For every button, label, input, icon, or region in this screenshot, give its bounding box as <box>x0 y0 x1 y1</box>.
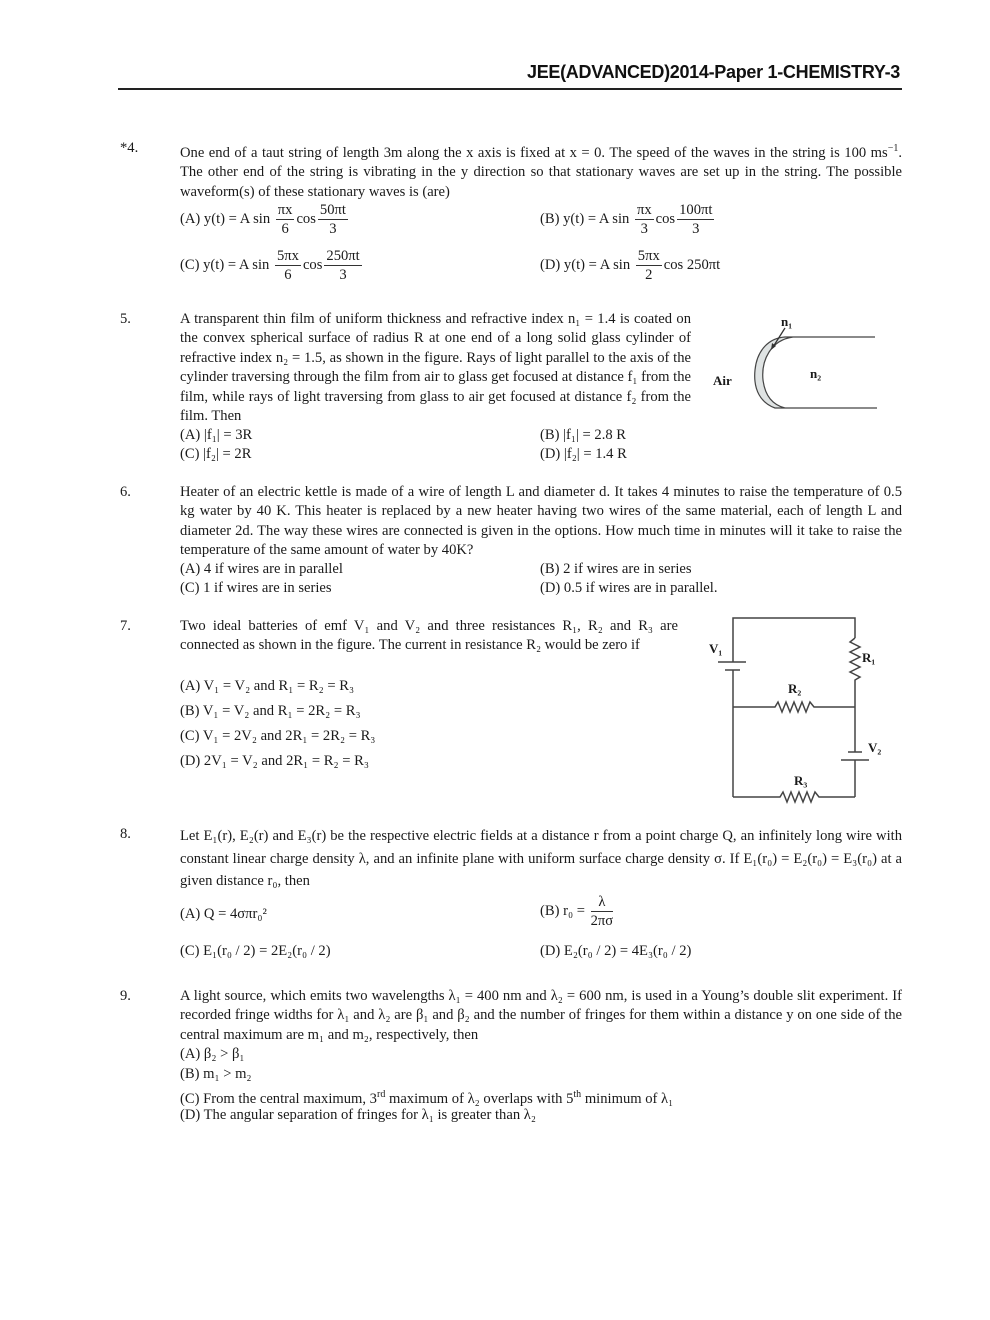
option-c: (C) 1 if wires are in series <box>180 580 332 596</box>
option-a: (A) β₂ > β₁ <box>180 1046 245 1062</box>
option-b: (B) |f₁| = 2.8 R <box>540 427 627 443</box>
question-8 <box>118 825 902 965</box>
option-c: (C) E₁(r₀ / 2) = 2E₂(r₀ / 2) <box>180 943 331 959</box>
option-d: (D) |f₂| = 1.4 R <box>540 446 627 462</box>
question-4 <box>118 139 902 299</box>
question-text: A light source, which emits two wavelengths λ₁ = 400 nm and λ₂ = 600 nm, is used in a Young’s double slit experiment. If recorded fringe widths for λ₁ and λ₂ are β₁ and β₂ and the number of fringes for them within a distance y on one side of the central maximum are m₁ and m₂, respectively, then <box>180 988 902 1043</box>
air-label: Air <box>713 373 732 388</box>
option-b: (B) y(t) = A sin $\frac{\pi x}{3}$ cos $\frac{100\pi t}{3}$ <box>540 202 713 237</box>
option-d: (D) The angular separation of fringes for λ₁ is greater than λ₂ <box>180 1107 536 1123</box>
option-d: (D) 2V₁ = V₂ and 2R₁ = R₂ = R₃ <box>180 753 369 769</box>
n2-label: n₂ <box>810 366 822 381</box>
page-title: JEE(ADVANCED)2014-Paper 1-CHEMISTRY-3 <box>526 62 900 82</box>
option-d: (D) E₂(r₀ / 2) = 4E₃(r₀ / 2) <box>540 943 692 959</box>
question-number: 5. <box>120 311 131 327</box>
option-b: (B) 2 if wires are in series <box>540 561 692 577</box>
n1-label: n₁ <box>781 314 793 329</box>
option-c: (C) |f₂| = 2R <box>180 446 252 462</box>
circuit-figure <box>700 610 895 810</box>
question-text: Let E₁(r), E₂(r) and E₃(r) be the respective electric fields at a distance r from a point charge Q, an infinitely long wire with constant linear charge density λ, and an infinite plane with uniform surface charge density σ. If E₁(r₀) = E₂(r₀) = E₃(r₀) at a given distance r₀, then <box>180 828 902 889</box>
option-b: (B) r₀ = $\frac{\lambda}{2\pi\sigma}$ <box>540 894 614 929</box>
r1-label: R₁ <box>862 650 876 665</box>
option-b: (B) m₁ > m₂ <box>180 1066 252 1082</box>
question-number: 8. <box>120 826 131 842</box>
question-number: 7. <box>120 618 131 634</box>
film-cylinder-figure <box>705 310 885 410</box>
question-6 <box>118 483 902 603</box>
option-a: (A) Q = 4σπr₀² <box>180 906 267 922</box>
option-c: (C) y(t) = A sin $\frac{5\pi x}{6}$ cos $\frac{250\pi t}{3}$ <box>180 248 360 283</box>
option-a: (A) |f₁| = 3R <box>180 427 253 443</box>
question-text: Two ideal batteries of emf V₁ and V₂ and three resistances R₁, R₂ and R₃ are connected as shown in the figure. The current in resistance R₂ would be zero if <box>180 618 678 654</box>
option-c: (C) From the central maximum, 3rd maximum of λ₂ overlaps with 5th minimum of λ₁ <box>180 1089 674 1107</box>
cylinder-diagram <box>705 310 885 410</box>
option-c: (C) V₁ = 2V₂ and 2R₁ = 2R₂ = R₃ <box>180 728 376 744</box>
option-a: (A) V₁ = V₂ and R₁ = R₂ = R₃ <box>180 678 355 694</box>
question-9 <box>118 987 902 1132</box>
option-a: (A) y(t) = A sin $\frac{\pi x}{6}$ cos $\frac{50\pi t}{3}$ <box>180 202 346 237</box>
option-d: (D) y(t) = A sin $\frac{5\pi x}{2}$ cos 250πt <box>540 248 721 283</box>
page-header <box>118 62 902 90</box>
question-text: Heater of an electric kettle is made of a wire of length L and diameter d. It takes 4 minutes to raise the temperature of 0.5 kg water by 40 K. This heater is replaced by a new heater having two wires of the same material, each of length L and diameter 2d. The way these wires are connected is given in the options. How much time in minutes will it take to raise the temperature of the same amount of water by 40K? <box>180 484 902 559</box>
r2-label: R₂ <box>788 681 802 696</box>
v2-label: V₂ <box>868 740 882 755</box>
option-b: (B) V₁ = V₂ and R₁ = 2R₂ = R₃ <box>180 703 361 719</box>
question-number: 9. <box>120 988 131 1004</box>
question-number: *4. <box>120 140 139 156</box>
option-a: (A) 4 if wires are in parallel <box>180 561 343 577</box>
question-text: One end of a taut string of length 3m along the x axis is fixed at x = 0. The speed of the waves in the string is 100 $ms^{-1}$. The other end of the string is vibrating in the y direction so that stationary waves are set up in the string. The possible waveform(s) of these stationary waves is (are) <box>180 143 902 200</box>
r3-label: R₃ <box>794 773 808 788</box>
question-number: 6. <box>120 484 131 500</box>
v1-label: V₁ <box>709 641 723 656</box>
option-d: (D) 0.5 if wires are in parallel. <box>540 580 718 596</box>
question-text: A transparent thin film of uniform thickness and refractive index n₁ = 1.4 is coated on the convex spherical surface of radius R at one end of a long solid glass cylinder of refractive index n₂ = 1.5, as shown in the figure. Rays of light parallel to the axis of the cylinder traversing through the film from air to glass get focused at distance f₁ from the film, while rays of light traversing from glass to air get focused at distance f₂ from the film. Then <box>180 311 691 425</box>
